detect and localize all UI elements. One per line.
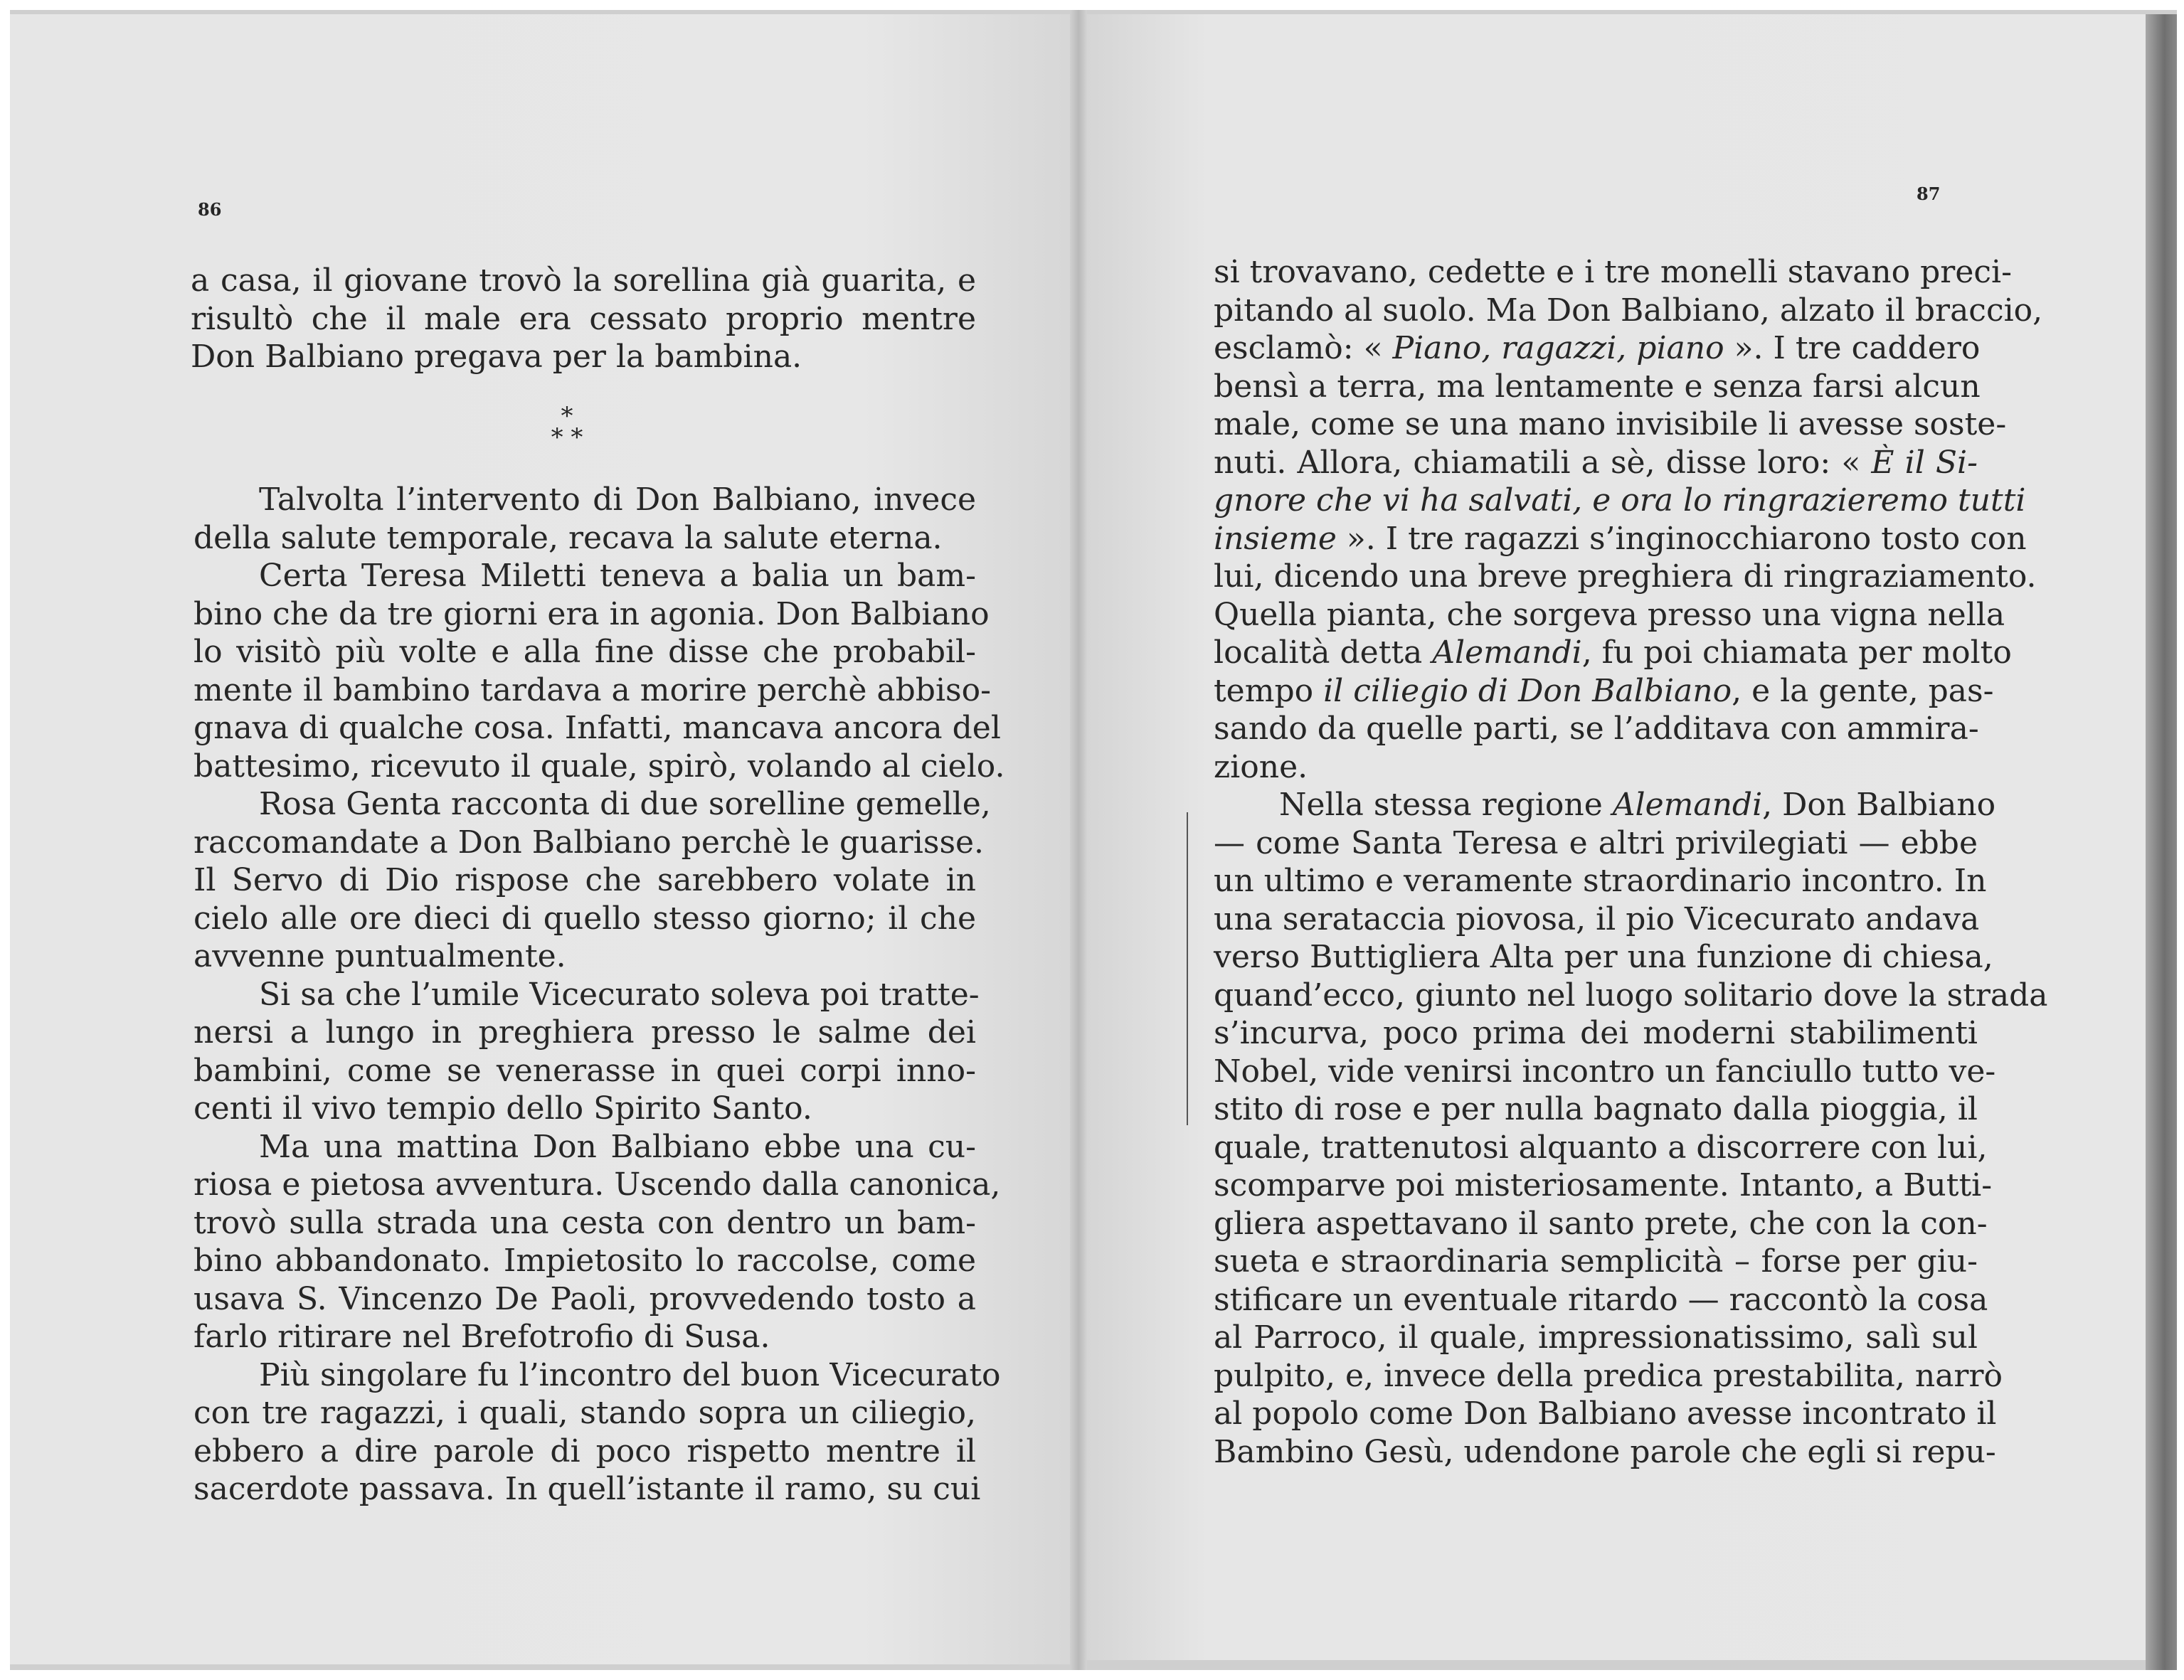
- text-line: al Parroco, il quale, impressionatissimo, salì sul: [1214, 1319, 1978, 1356]
- text-line: bensì a terra, ma lentamente e senza farsi alcun: [1214, 368, 1981, 405]
- text-line: insieme ». I tre ragazzi s’inginocchiarono tosto con: [1214, 520, 2027, 557]
- italic-name: il ciliegio di Don Balbiano: [1323, 672, 1732, 709]
- text-line: zione.: [1214, 748, 1308, 785]
- text-line: gliera aspettavano il santo prete, che con la con-: [1214, 1205, 1988, 1242]
- separator-star: *: [561, 402, 573, 430]
- text-line: mente il bambino tardava a morire perchè abbiso-: [194, 671, 991, 708]
- separator-stars: * *: [551, 423, 583, 452]
- italic-quote: gnore che vi ha salvati, e ora lo ringrazieremo tutti: [1214, 482, 2026, 519]
- right-main-text: [1214, 253, 2048, 1471]
- text-line: riosa e pietosa avventura. Uscendo dalla canonica,: [194, 1166, 1001, 1203]
- text-line: Talvolta l’intervento di Don Balbiano, invece: [259, 482, 976, 518]
- text-line: Certa Teresa Miletti teneva a balia un bam-: [259, 558, 976, 594]
- text-line: avvenne puntualmente.: [194, 938, 566, 974]
- text-line: farlo ritirare nel Brefotrofio di Susa.: [194, 1319, 770, 1355]
- text-line: stito di rose e per nulla bagnato dalla pioggia, il: [1214, 1091, 1978, 1127]
- text-line: trovò sulla strada una cesta con dentro un bam-: [194, 1204, 976, 1241]
- text-line: Nella stessa regione Alemandi, Don Balbiano: [1279, 787, 1996, 823]
- text-line: s’incurva, poco prima dei moderni stabilimenti: [1214, 1015, 1978, 1051]
- text-line: lui, dicendo una breve preghiera di ringraziamento.: [1214, 558, 2037, 595]
- italic-quote: insieme: [1214, 520, 1337, 557]
- text-line: Ma una mattina Don Balbiano ebbe una cu-: [259, 1128, 976, 1165]
- italic-quote: È il Si-: [1871, 444, 1978, 481]
- text-line: Don Balbiano pregava per la bambina.: [191, 339, 802, 375]
- text-line: tempo il ciliegio di Don Balbiano, e la gente, pas-: [1214, 672, 1994, 709]
- text-line: stificare un eventuale ritardo — raccontò la cosa: [1214, 1281, 1988, 1318]
- text-line: centi il vivo tempio dello Spirito Santo.: [194, 1090, 812, 1127]
- text-line: bambini, come se venerasse in quei corpi inno-: [194, 1052, 976, 1089]
- text-line: nuti. Allora, chiamatili a sè, disse loro: « È il Si-: [1214, 444, 1978, 481]
- text-line: con tre ragazzi, i quali, stando sopra un ciliegio,: [194, 1395, 976, 1431]
- italic-place-name: Alemandi: [1432, 634, 1582, 671]
- page-number-left: 86: [198, 199, 222, 220]
- text-line: risultò che il male era cessato proprio mentre: [191, 300, 976, 337]
- text-line: Rosa Genta racconta di due sorelline gemelle,: [259, 786, 991, 822]
- text-line: Quella pianta, che sorgeva presso una vigna nella: [1214, 596, 2005, 633]
- text-line: lo visitò più volte e alla fine disse che probabil-: [194, 634, 976, 670]
- page-edge-shadow: [2146, 14, 2177, 1670]
- text-line: scomparve poi misteriosamente. Intanto, a Butti-: [1214, 1167, 1993, 1203]
- text-line: nersi a lungo in preghiera presso le salme dei: [194, 1014, 976, 1051]
- text-line: sacerdote passava. In quell’istante il ramo, su cui: [194, 1471, 981, 1507]
- text-line: si trovavano, cedette e i tre monelli stavano preci-: [1214, 254, 2012, 290]
- section-separator: [535, 402, 599, 455]
- text-line: sueta e straordinaria semplicità – forse per giu-: [1214, 1243, 1978, 1280]
- text-line: pulpito, e, invece della predica prestabilita, narrò: [1214, 1357, 2003, 1394]
- text-line: Bambino Gesù, udendone parole che egli si repu-: [1214, 1433, 1996, 1470]
- text-line: Nobel, vide venirsi incontro un fanciullo tutto ve-: [1214, 1053, 1996, 1090]
- text-line: quale, trattenutosi alquanto a discorrere con lui,: [1214, 1129, 1988, 1166]
- page-number-right: 87: [1917, 184, 1941, 204]
- text-line: quand’ecco, giunto nel luogo solitario dove la strada: [1214, 977, 2048, 1014]
- text-line: località detta Alemandi, fu poi chiamata per molto: [1214, 634, 2012, 671]
- text-line: al popolo come Don Balbiano avesse incontrato il: [1214, 1395, 1997, 1432]
- text-line: — come Santa Teresa e altri privilegiati — ebbe: [1214, 824, 1978, 861]
- text-line: esclamò: « Piano, ragazzi, piano ». I tre caddero: [1214, 330, 1981, 366]
- text-line: gnava di qualche cosa. Infatti, mancava ancora del: [194, 710, 1001, 746]
- text-line: della salute temporale, recava la salute eterna.: [194, 519, 943, 556]
- text-line: bino abbandonato. Impietosito lo raccolse, come: [194, 1243, 976, 1279]
- text-line: battesimo, ricevuto il quale, spirò, volando al cielo.: [194, 748, 1005, 785]
- text-line: pitando al suolo. Ma Don Balbiano, alzato il braccio,: [1214, 292, 2043, 329]
- text-line: male, come se una mano invisibile li avesse soste-: [1214, 406, 2007, 442]
- text-line: sando da quelle parti, se l’additava con ammira-: [1214, 711, 1979, 747]
- text-line: una serataccia piovosa, il pio Vicecurato andava: [1214, 900, 1980, 937]
- text-line: Si sa che l’umile Vicecurato soleva poi tratte-: [259, 976, 980, 1013]
- text-line: bino che da tre giorni era in agonia. Don Balbiano: [194, 595, 990, 632]
- margin-pencil-mark: [1187, 812, 1188, 1125]
- text-line: Il Servo di Dio rispose che sarebbero volate in: [194, 862, 976, 898]
- text-line: Più singolare fu l’incontro del buon Vicecurato: [259, 1356, 1001, 1393]
- text-line: ebbero a dire parole di poco rispetto mentre il: [194, 1432, 976, 1469]
- text-line: a casa, il giovane trovò la sorellina già guarita, e: [191, 262, 976, 299]
- italic-place-name: Alemandi: [1612, 787, 1763, 823]
- left-top-paragraph: [191, 262, 976, 376]
- left-main-text: [194, 481, 1005, 1509]
- text-line: usava S. Vincenzo De Paoli, provvedendo tosto a: [194, 1280, 976, 1317]
- book-gutter: [1070, 10, 1087, 1670]
- text-line: un ultimo e veramente straordinario incontro. In: [1214, 863, 1987, 899]
- text-line: cielo alle ore dieci di quello stesso giorno; il che: [194, 900, 976, 937]
- italic-quote: Piano, ragazzi, piano: [1392, 330, 1724, 366]
- text-line: raccomandate a Don Balbiano perchè le guarisse.: [194, 824, 985, 861]
- text-line: [1214, 482, 2026, 520]
- text-line: verso Buttigliera Alta per una funzione di chiesa,: [1214, 939, 1993, 975]
